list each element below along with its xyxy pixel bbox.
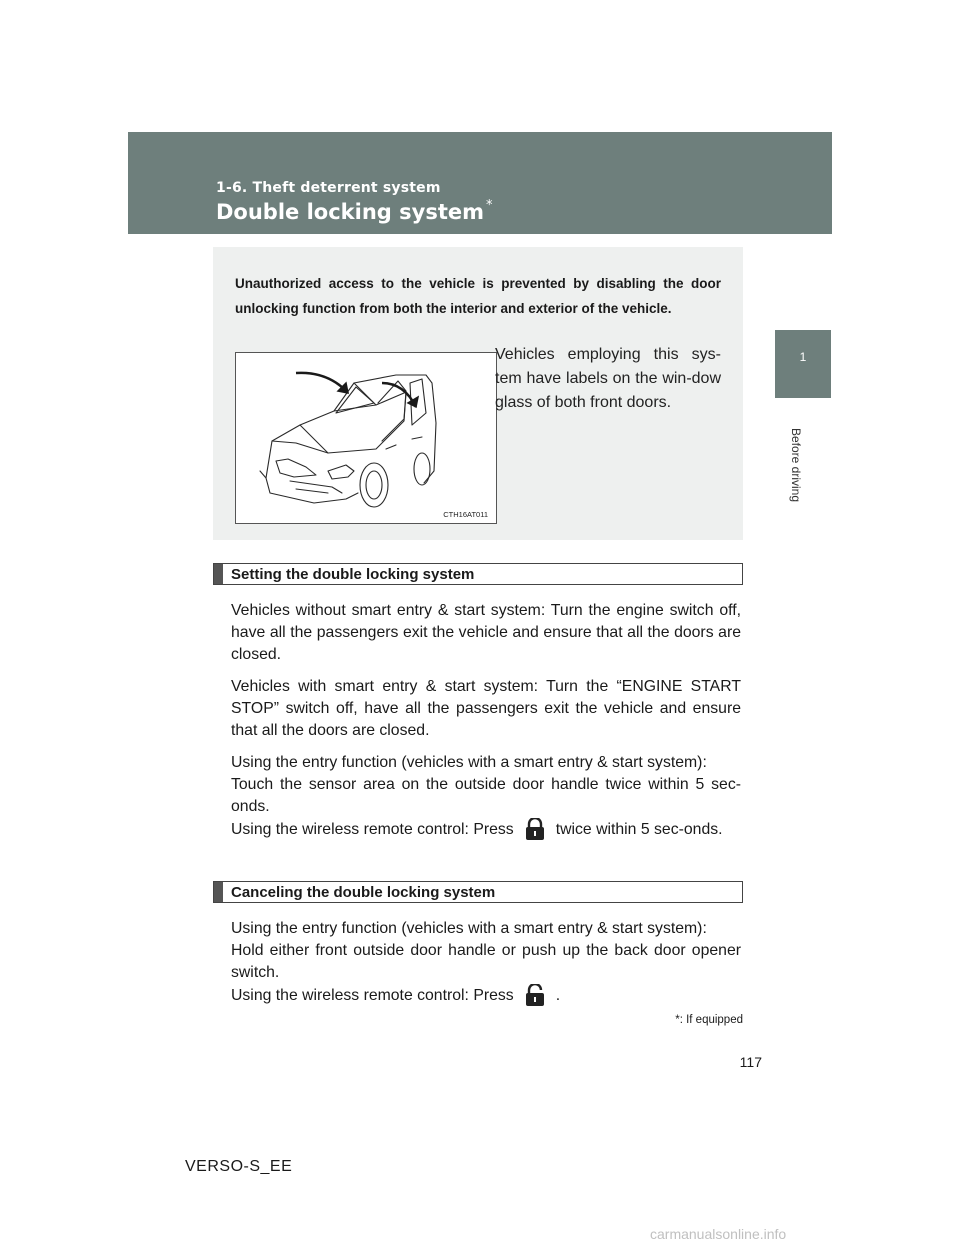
page-title	[216, 200, 492, 224]
canceling-paragraph-2	[231, 984, 741, 1007]
chapter-header	[128, 132, 832, 234]
cancel-entry-step: Hold either front outside door handle or push up the back door opener switch.	[231, 942, 741, 981]
remote-instruction-start: Using the wireless remote control: Press	[231, 821, 514, 838]
cancel-remote-start: Using the wireless remote control: Press	[231, 987, 514, 1004]
entry-function-intro: Using the entry function (vehicles with a smart entry & start system):	[231, 754, 707, 771]
entry-function-step: Touch the sensor area on the outside door handle twice within 5 sec-onds.	[231, 776, 741, 815]
watermark: carmanualsonline.info	[650, 1226, 787, 1242]
chapter-number: 1	[799, 350, 807, 364]
remote-instruction-end: twice within 5 sec-onds.	[555, 821, 723, 838]
car-drawing	[236, 353, 496, 523]
car-illustration	[235, 352, 497, 524]
illustration-code: CTH16AT011	[443, 510, 488, 519]
canceling-heading	[213, 881, 743, 903]
setting-paragraph-1: Vehicles without smart entry & start system: Turn the engine switch off, have all the passengers exit the vehicle and ensure that all the doors are closed.	[231, 602, 741, 663]
setting-heading	[213, 563, 743, 585]
page-number: 117	[739, 1054, 762, 1070]
section-label: 1-6. Theft deterrent system	[216, 180, 441, 196]
page-title-text: Double locking system	[216, 200, 484, 224]
chapter-label: Before driving	[789, 427, 803, 503]
unlock-icon	[520, 984, 550, 1006]
canceling-paragraph-1	[231, 918, 741, 984]
cancel-entry-intro: Using the entry function (vehicles with a smart entry & start system):	[231, 920, 707, 937]
canceling-heading-text: Canceling the double locking system	[231, 884, 496, 901]
lock-icon	[520, 818, 550, 840]
equipped-mark: *	[485, 198, 493, 213]
heading-bar	[214, 882, 223, 902]
setting-paragraph-2: Vehicles with smart entry & start system: Turn the “ENGINE START STOP” switch off, have all the passengers exit the vehicle and ensure that all the doors are closed.	[231, 678, 741, 739]
label-note: Vehicles employing this sys-tem have labels on the win-dow glass of both front doors.	[495, 346, 721, 411]
heading-bar	[214, 564, 223, 584]
setting-heading-text: Setting the double locking system	[231, 566, 475, 583]
intro-text: Unauthorized access to the vehicle is prevented by disabling the door unlocking function from both the interior and exterior of the vehicle.	[235, 276, 721, 316]
cancel-remote-end: .	[555, 987, 561, 1004]
setting-paragraph-3	[231, 752, 741, 818]
equipped-footnote: *: If equipped	[675, 1014, 743, 1026]
chapter-tab	[775, 330, 831, 398]
intro-box	[213, 247, 743, 540]
model-code: VERSO-S_EE	[185, 1158, 293, 1175]
setting-paragraph-4	[231, 818, 741, 841]
